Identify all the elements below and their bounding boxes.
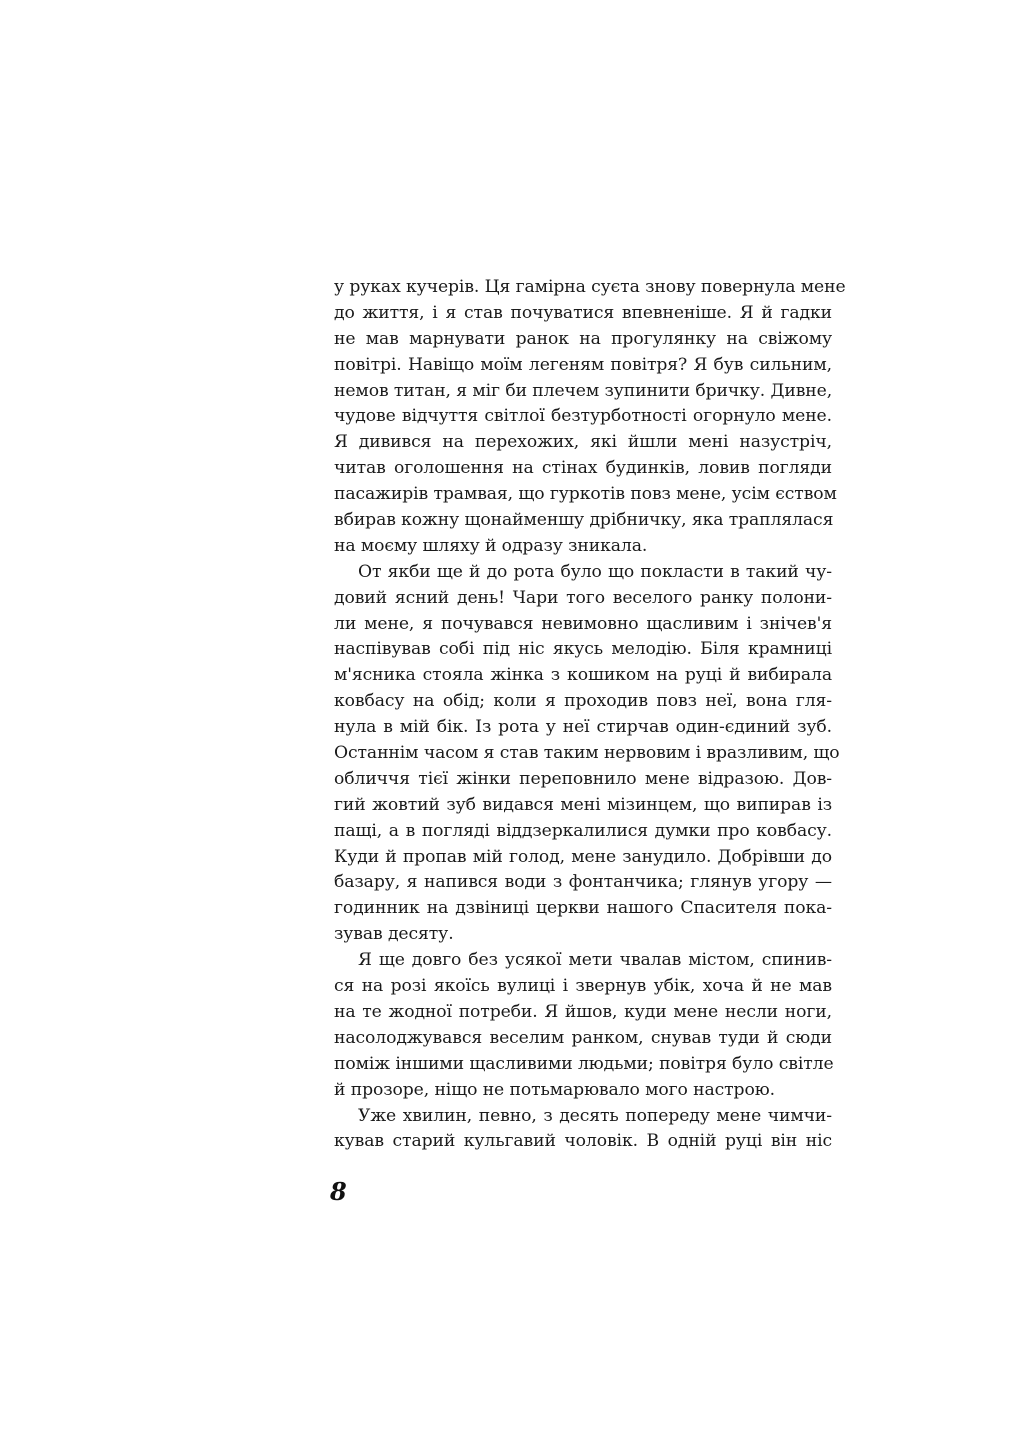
text-line: гий жовтий зуб видався мені мізинцем, що випирав із <box>334 794 832 815</box>
body-text <box>334 275 846 1155</box>
text-line: ли мене, я почувався невимовно щасливим і знічев'я <box>334 613 832 634</box>
text-line: немов титан, я міг би плечем зупинити бричку. Дивне, <box>334 380 833 401</box>
text-line: обличчя тієї жінки переповнило мене відразою. Дов- <box>334 768 832 789</box>
text-line: на моєму шляху й одразу зникала. <box>334 535 648 556</box>
text-line: ся на розі якоїсь вулиці і звернув убік, хоча й не мав <box>334 976 832 997</box>
text-line: пащі, а в погляді віддзеркалилися думки про ковбасу. <box>334 820 832 841</box>
text-line: годинник на дзвіниці церкви нашого Спасителя пока- <box>334 898 832 919</box>
text-line: зував десяту. <box>334 924 454 945</box>
text-line: От якби ще й до рота було що покласти в такий чу- <box>358 561 832 582</box>
text-line: кував старий кульгавий чоловік. В одній руці він ніс <box>334 1131 832 1152</box>
text-line: не мав марнувати ранок на прогулянку на свіжому <box>334 328 832 349</box>
text-line: на те жодної потреби. Я йшов, куди мене несли ноги, <box>334 1001 832 1022</box>
text-line: й прозоре, ніщо не потьмарювало мого настрою. <box>334 1079 775 1100</box>
text-line: насолоджувався веселим ранком, снував туди й сюди <box>334 1027 832 1048</box>
text-line: довий ясний день! Чари того веселого ранку полони- <box>334 587 832 608</box>
text-line: Куди й пропав мій голод, мене занудило. Добрівши до <box>334 846 832 867</box>
text-line: повітрі. Навіщо моїм легеням повітря? Я був сильним, <box>334 354 832 375</box>
text-line: Я ще довго без усякої мети чвалав містом, спинив- <box>358 950 832 971</box>
text-line: наспівував собі під ніс якусь мелодію. Біля крамниці <box>334 639 832 660</box>
text-line: ковбасу на обід; коли я проходив повз неї, вона гля- <box>334 691 832 712</box>
text-line: читав оголошення на стінах будинків, ловив погляди <box>334 458 832 479</box>
text-line: вбирав кожну щонайменшу дрібничку, яка траплялася <box>334 510 834 531</box>
text-line: нула в мій бік. Із рота у неї стирчав один-єдиний зуб. <box>334 717 832 738</box>
text-line: у руках кучерів. Ця гамірна суєта знову повернула мене <box>334 277 846 297</box>
text-line: Останнім часом я став таким нервовим і вразливим, що <box>334 743 840 764</box>
text-line: пасажирів трамвая, що гуркотів повз мене, усім єством <box>334 484 837 505</box>
text-line: базару, я напився води з фонтанчика; глянув угору — <box>334 872 832 893</box>
text-line: Я дивився на перехожих, які йшли мені назустріч, <box>334 432 832 453</box>
text-line: м'ясника стояла жінка з кошиком на руці й вибирала <box>334 665 832 686</box>
text-line: Уже хвилин, певно, з десять попереду мене чимчи- <box>358 1105 832 1126</box>
page-number: 8 <box>330 1177 347 1206</box>
text-line: поміж іншими щасливими людьми; повітря було світле <box>334 1053 834 1074</box>
text-line: до життя, і я став почуватися впевненіше. Я й гадки <box>334 302 832 323</box>
text-line: чудове відчуття світлої безтурботності огорнуло мене. <box>334 406 832 427</box>
